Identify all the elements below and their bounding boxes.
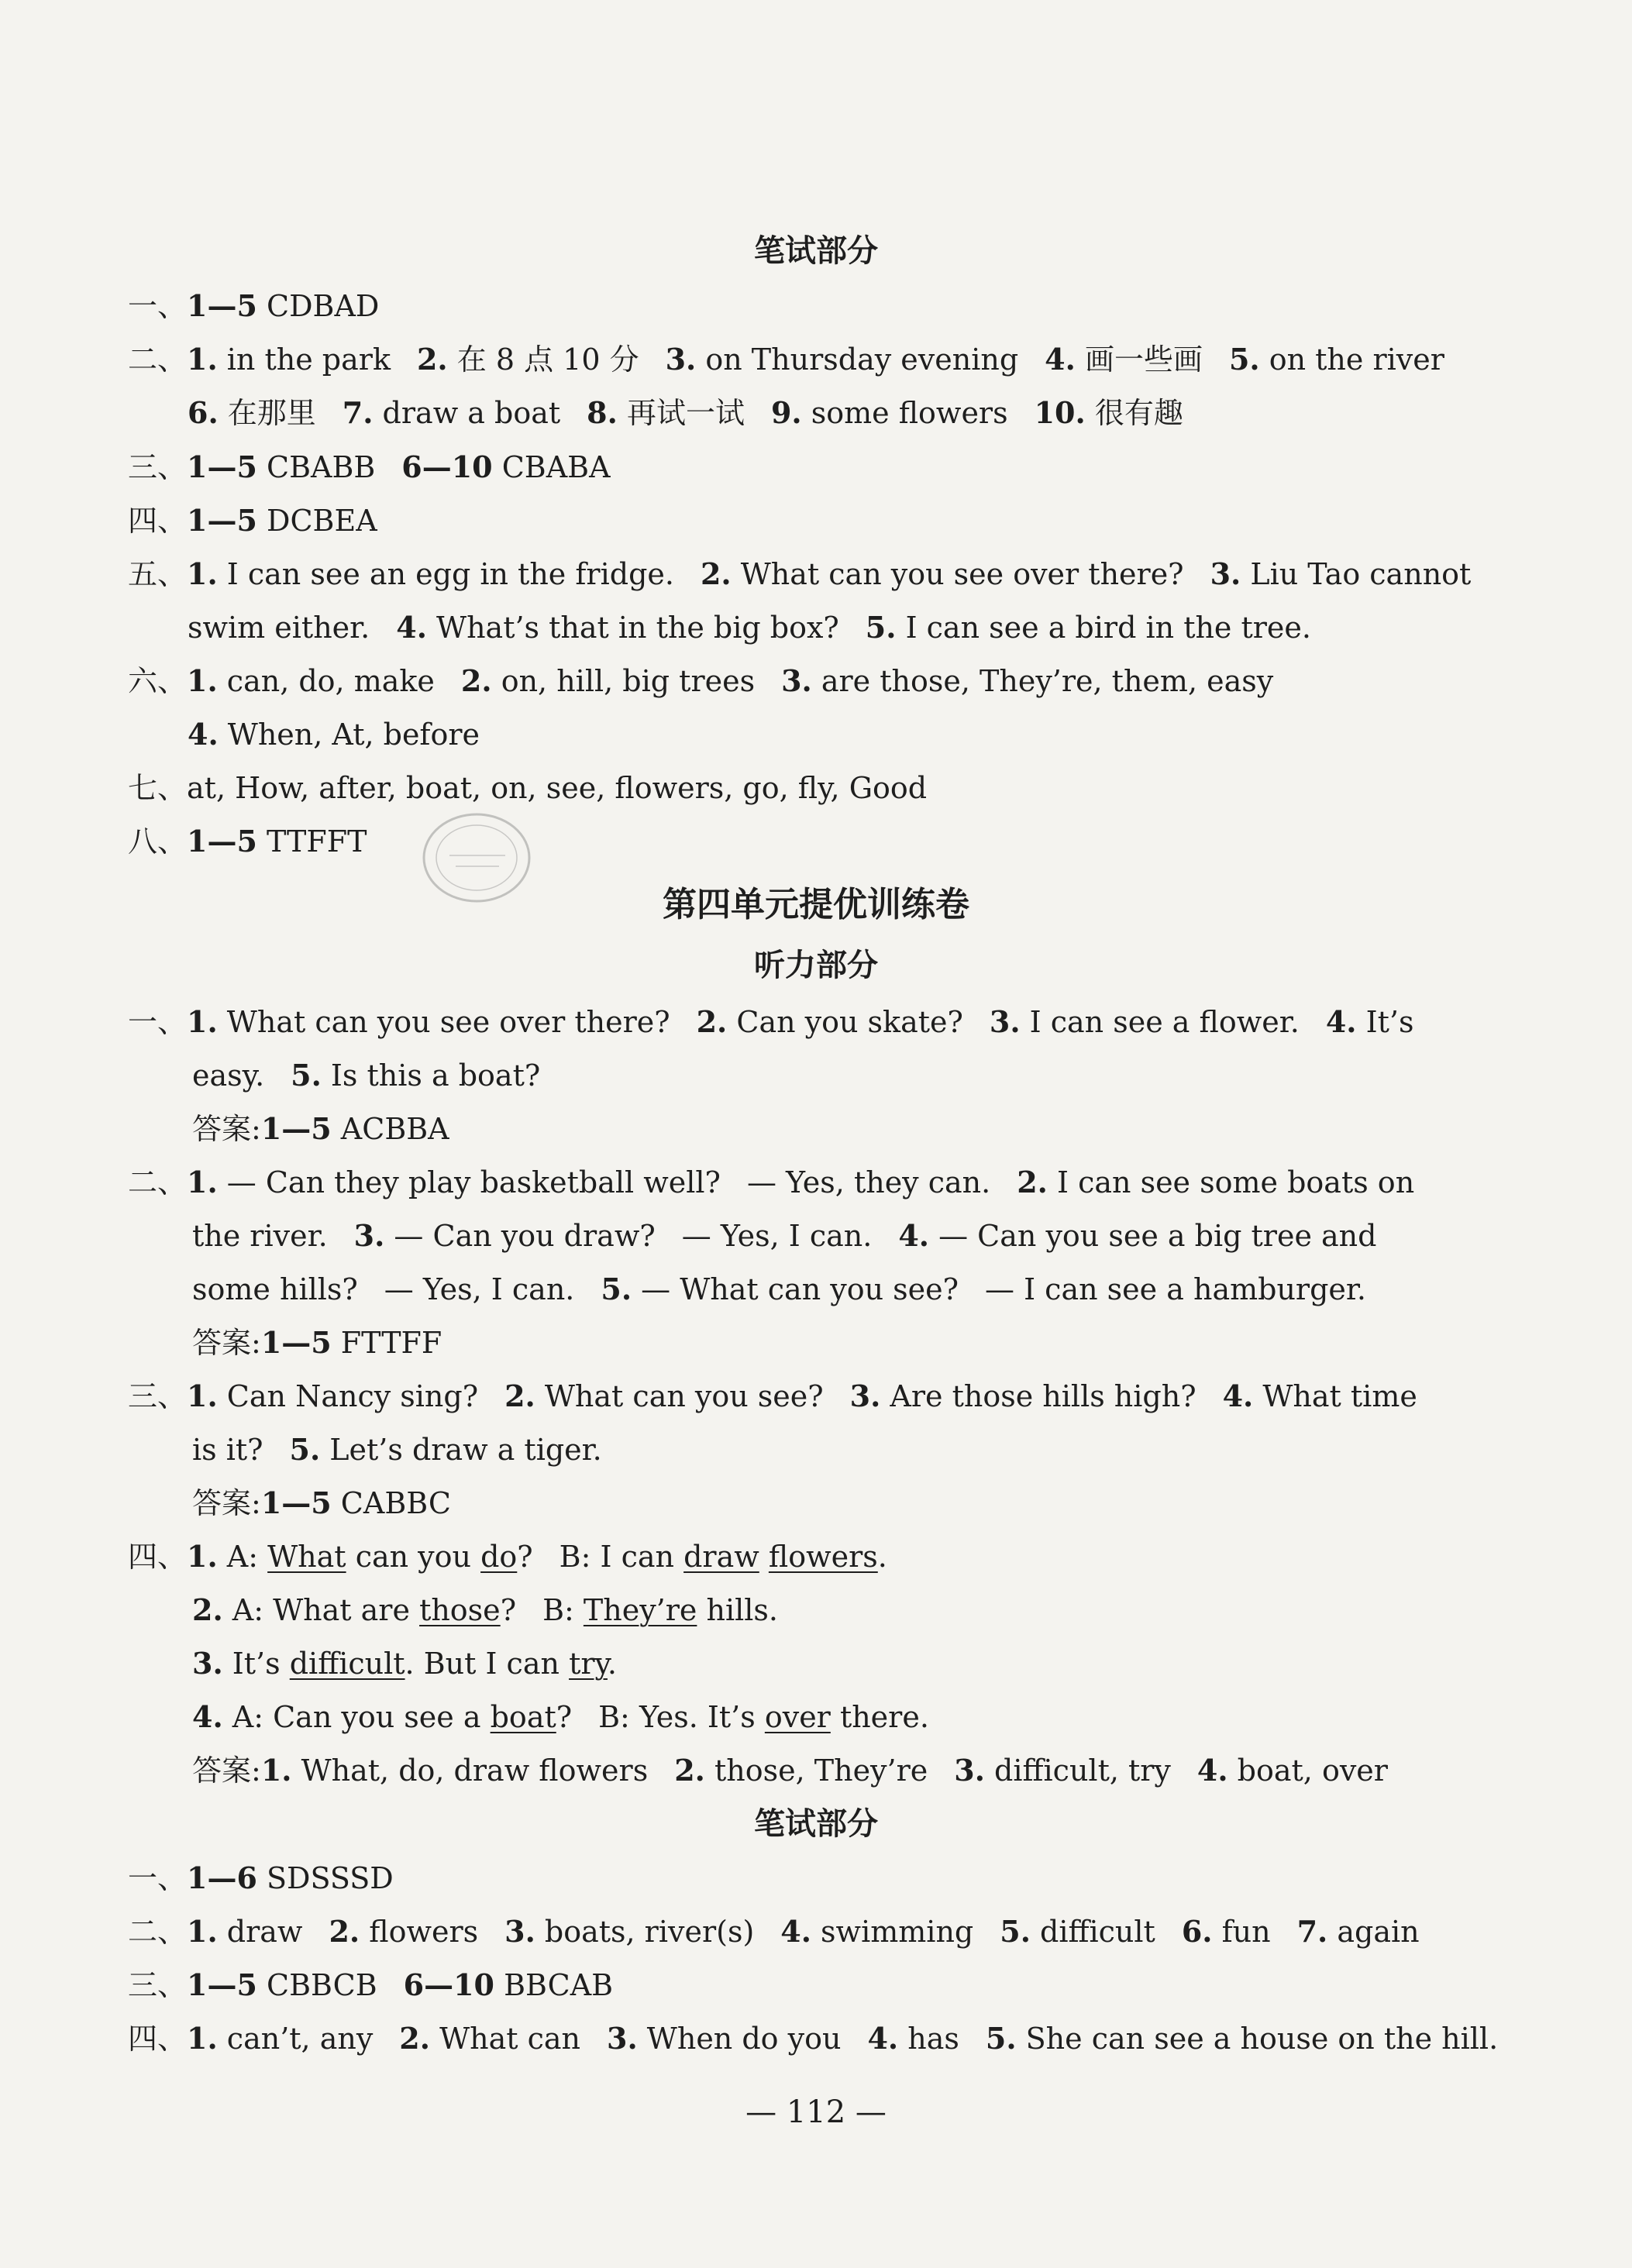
w1-q1: 一、1—5 CDBAD <box>128 288 380 323</box>
l-q4-line3: 3. It’s difficult. But I can try. <box>192 1646 618 1681</box>
w2-q4: 四、1. can’t, any 2. What can 3. When do you 4. has 5. She can see a house on the hill. <box>128 2021 1499 2056</box>
l-q4-line1: 四、1. A: What can you do? B: I can draw flowers. <box>128 1539 887 1574</box>
w1-q5-line2: swim either. 4. What’s that in the big box? 5. I can see a bird in the tree. <box>188 610 1311 645</box>
unit-4-title: 第四单元提优训练卷 <box>663 885 969 924</box>
w1-q2-line1: 二、1. in the park 2. 在 8 点 10 分 3. on Thursday evening 4. 画一些画 5. on the river <box>128 342 1444 377</box>
w1-q4: 四、1—5 DCBEA <box>128 503 377 538</box>
l-q2-line1: 二、1. — Can they play basketball well? — Yes, they can. 2. I can see some boats on <box>128 1165 1415 1199</box>
w1-q5-line1: 五、1. I can see an egg in the fridge. 2. What can you see over there? 3. Liu Tao cannot <box>128 556 1472 591</box>
w1-q7: 七、at, How, after, boat, on, see, flowers, go, fly, Good <box>128 771 928 805</box>
w2-q1: 一、1—6 SDSSSD <box>128 1860 394 1895</box>
l-q2-line3: some hills? — Yes, I can. 5. — What can you see? — I can see a hamburger. <box>192 1272 1366 1306</box>
w2-q3: 三、1—5 CBBCB 6—10 BBCAB <box>128 1967 614 2002</box>
l-q3-answer: 答案:1—5 CABBC <box>192 1485 451 1520</box>
w2-q2: 二、1. draw 2. flowers 3. boats, river(s) 4. swimming 5. difficult 6. fun 7. again <box>128 1914 1420 1949</box>
l-q1-line1: 一、1. What can you see over there? 2. Can you skate? 3. I can see a flower. 4. It’s <box>128 1004 1414 1039</box>
w1-q2-line2: 6. 在那里 7. draw a boat 8. 再试一试 9. some flowers 10. 很有趣 <box>188 395 1183 430</box>
l-q4-line4: 4. A: Can you see a boat? B: Yes. It’s over there. <box>192 1699 929 1734</box>
section-title-written-1: 笔试部分 <box>754 233 878 269</box>
l-q4-answer: 答案:1. What, do, draw flowers 2. those, They’re 3. difficult, try 4. boat, over <box>192 1753 1388 1788</box>
l-q2-answer: 答案:1—5 FTTFF <box>192 1325 442 1360</box>
page-number: — 112 — <box>745 2094 887 2130</box>
w1-q6-line1: 六、1. can, do, make 2. on, hill, big trees 3. are those, They’re, them, easy <box>128 663 1274 698</box>
w1-q6-line2: 4. When, At, before <box>188 717 480 752</box>
l-q3-line1: 三、1. Can Nancy sing? 2. What can you see? 3. Are those hills high? 4. What time <box>128 1378 1417 1413</box>
l-q3-line2: is it? 5. Let’s draw a tiger. <box>192 1432 602 1467</box>
l-q4-line2: 2. A: What are those? B: They’re hills. <box>192 1592 779 1627</box>
l-q2-line2: the river. 3. — Can you draw? — Yes, I can. 4. — Can you see a big tree and <box>192 1218 1377 1253</box>
section-title-written-2: 笔试部分 <box>754 1806 878 1842</box>
w1-q8: 八、1—5 TTFFT <box>128 824 367 859</box>
w1-q3: 三、1—5 CBABB 6—10 CBABA <box>128 449 611 484</box>
l-q1-line2: easy. 5. Is this a boat? <box>192 1058 541 1093</box>
l-q1-answer: 答案:1—5 ACBBA <box>192 1111 449 1146</box>
section-title-listening: 听力部分 <box>754 948 878 983</box>
